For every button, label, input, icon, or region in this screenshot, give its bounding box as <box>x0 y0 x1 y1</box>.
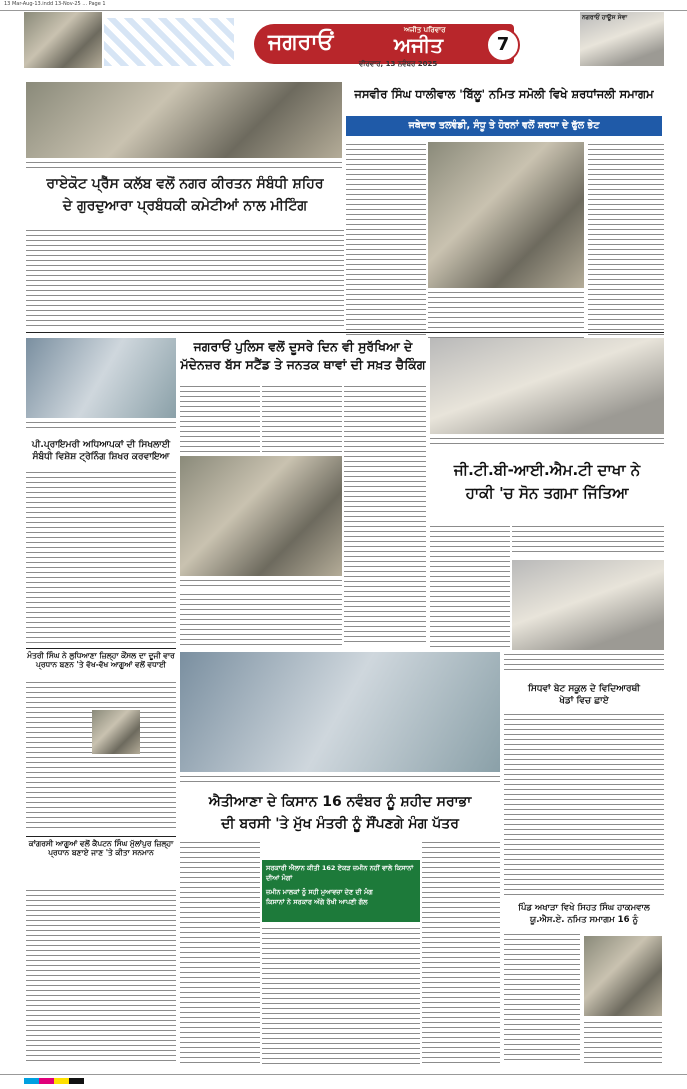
story1-headline <box>26 176 344 214</box>
story3-body <box>26 470 176 646</box>
story3-headline-line2: ਸੰਬੰਧੀ ਵਿਸ਼ੇਸ਼ ਟ੍ਰੇਨਿੰਗ ਸ਼ਿਖਰ ਕਰਵਾਇਆ <box>32 452 170 463</box>
rule-3 <box>26 836 176 837</box>
story1-headline-line1: ਰਾਏਕੋਟ ਪ੍ਰੈੱਸ ਕਲੱਬ ਵਲੋਂ ਨਗਰ ਕੀਰਤਨ ਸੰਬੰਧੀ ਸ਼ਹਿਰ <box>46 176 324 192</box>
story1-body <box>26 228 344 326</box>
crop-line <box>0 10 687 11</box>
photo-gtb-team <box>430 338 664 434</box>
story4-headline <box>430 462 664 503</box>
story7-highlight-box <box>262 860 420 922</box>
story8-headline-line1: ਸਿਧਵਾਂ ਬੇਟ ਸਕੂਲ ਦੇ ਵਿਦਿਆਰਥੀ <box>527 684 640 694</box>
story7-highlight-3: ਕਿਸਾਨਾਂ ਨੇ ਸਰਕਾਰ ਅੱਗੇ ਰੱਖੀ ਆਪਣੀ ਗੱਲ <box>266 898 368 907</box>
color-registration-bar <box>24 1078 84 1084</box>
top-subhead: ਜਥੇਦਾਰ ਤਲਵੰਡੀ, ਸੰਧੂ ਤੇ ਹੋਰਨਾਂ ਵਲੋਂ ਸ਼ਰਧਾ ਦੇ ਫੁੱਲ ਭੇਟ <box>408 120 600 131</box>
page-number: 7 <box>486 28 520 62</box>
story7-headline <box>180 794 500 832</box>
story9-body-b <box>584 1020 662 1064</box>
masthead-ad <box>580 12 664 66</box>
story1-headline-line2: ਦੇ ਗੁਰਦੁਆਰਾ ਪ੍ਰਬੰਧਕੀ ਕਮੇਟੀਆਂ ਨਾਲ ਮੀਟਿੰਗ <box>62 198 308 215</box>
photo-story9-portrait <box>584 936 662 1016</box>
story9-headline-line2: ਯੂ.ਐਸ.ਏ. ਨਮਿਤ ਸਮਾਗਮ 16 ਨੂੰ <box>530 914 638 925</box>
story4-body-b <box>512 524 664 556</box>
top-headline: ਜਸਵੀਰ ਸਿੰਘ ਧਾਲੀਵਾਲ 'ਬਿੱਲੂ' ਨਮਿਤ ਸਮੋਲੀ ਵਿਖੇ ਸ਼ਰਧਾਂਜਲੀ ਸਮਾਗਮ <box>354 87 654 101</box>
masthead-date: ਵੀਰਵਾਰ, 13 ਨਵੰਬਰ 2025 <box>359 60 438 68</box>
story4-headline-line1: ਜੀ.ਟੀ.ਬੀ-ਆਈ.ਐਮ.ਟੀ ਦਾਖਾ ਨੇ <box>453 461 641 479</box>
masthead-ad-label: ਨਗਰਾਓਂ ਹਾਊਸ ਸੇਵਾ <box>582 14 628 21</box>
story8-body <box>504 712 664 896</box>
photo-kisan-caption <box>180 774 500 786</box>
story3-headline <box>26 440 176 463</box>
masthead <box>24 12 664 72</box>
photo-training-caption <box>26 420 176 432</box>
story2-body-c <box>344 384 426 644</box>
story6-body <box>26 888 176 1064</box>
story9-headline <box>504 904 664 926</box>
story7-body-c <box>422 840 500 1064</box>
top-story-col4 <box>588 142 664 338</box>
story6-headline: ਕਾਂਗਰਸੀ ਆਗੂਆਂ ਵਲੋਂ ਕੈਪਟਨ ਸਿੰਘ ਮੁੱਲਾਂਪੁਰ ਜ਼ਿਲ੍ਹਾ ਪ੍ਰਧਾਨ ਬਣਾਏ ਜਾਣ 'ਤੇ ਕੀਤਾ ਸਨਮਾਨ <box>28 839 174 857</box>
hockey-caption <box>504 652 664 674</box>
masthead-paper: ਅਜੀਤ <box>394 33 444 57</box>
story7-body-b <box>262 926 420 1064</box>
story3-headline-line1: ਪੀ.ਪ੍ਰਾਇਮਰੀ ਅਧਿਆਪਕਾਂ ਦੀ ਸਿਖਲਾਈ <box>31 440 171 450</box>
photo-gtb-caption <box>430 436 664 448</box>
top-story-col1 <box>346 142 426 338</box>
page-slug: 13 Mar-Aug-13.indd 13-Nov-25 ... Page 1 <box>4 1 106 7</box>
story8-headline <box>504 684 664 707</box>
photo-story5-portrait <box>92 710 140 754</box>
rule-2 <box>26 648 176 649</box>
photo-police-caption <box>180 578 342 588</box>
story2-body-d <box>180 592 342 646</box>
photo-caption-top <box>26 160 342 168</box>
story7-highlight-1: ਸਰਕਾਰੀ ਐਲਾਨ ਕੀਤੀ 162 ਏਕੜ ਜ਼ਮੀਨ ਨਹੀਂ ਵਾਲੇ ਕਿਸਾਨਾਂ ਦੀਆਂ ਮੰਗਾਂ <box>266 864 414 883</box>
photo-training <box>26 338 176 418</box>
story2-headline <box>180 340 426 373</box>
rule-1 <box>26 332 664 333</box>
story2-headline-line1: ਜਗਰਾਓਂ ਪੁਲਿਸ ਵਲੋਂ ਦੂਸਰੇ ਦਿਨ ਵੀ ਸੁਰੱਖਿਆ ਦੇ <box>193 339 413 354</box>
photo-shraddhanjali-group <box>26 82 342 158</box>
story4-headline-line2: ਹਾਕੀ 'ਚ ਸੋਨ ਤਗਮਾ ਜਿੱਤਿਆ <box>465 484 629 503</box>
photo-kisan-group <box>180 652 500 772</box>
photo-shraddhanjali-stage <box>428 142 584 288</box>
masthead-pattern <box>104 18 234 66</box>
photo-hockey-medal <box>512 560 664 650</box>
story7-headline-line1: ਐਤੀਆਣਾ ਦੇ ਕਿਸਾਨ 16 ਨਵੰਬਰ ਨੂੰ ਸ਼ਹੀਦ ਸਰਾਭਾ <box>208 794 472 810</box>
story8-headline-line2: ਖੇਡਾਂ ਵਿਚ ਛਾਏ <box>559 696 609 707</box>
story9-body <box>504 932 580 1064</box>
story5-body <box>26 680 176 832</box>
top-subhead-box <box>346 116 662 136</box>
masthead-banner <box>254 24 514 64</box>
story5-headline: ਮੰਤਰੀ ਸਿੰਘ ਨੇ ਲੁਧਿਆਣਾ ਜ਼ਿਲ੍ਹਾ ਕੌਂਸਲ ਦਾ ਦੂਜੀ ਵਾਰ ਪ੍ਰਧਾਨ ਬਣਨ 'ਤੇ ਵੱਖ-ਵੱਖ ਆਗੂਆਂ ਵਲੋਂ ਵਧਾਈ <box>27 651 175 669</box>
story7-body-a <box>180 840 260 1064</box>
story4-body <box>430 524 510 648</box>
masthead-city: ਜਗਰਾਓਂ <box>268 30 334 55</box>
story2-headline-line2: ਮੱਦੇਨਜ਼ਰ ਬੱਸ ਸਟੈਂਡ ਤੇ ਜਨਤਕ ਥਾਵਾਂ ਦੀ ਸਖ਼ਤ ਚੈਕਿੰਗ <box>180 357 426 373</box>
story2-body-a <box>180 384 260 454</box>
story7-headline-line2: ਦੀ ਬਰਸੀ 'ਤੇ ਮੁੱਖ ਮੰਤਰੀ ਨੂੰ ਸੌਂਪਣਗੇ ਮੰਗ ਪੱਤਰ <box>221 816 459 833</box>
photo-police-checking <box>180 456 342 576</box>
photo-shraddhanjali-caption <box>428 290 584 338</box>
story9-headline-line1: ਪਿੰਡ ਅਖਾੜਾ ਵਿਖੇ ਸਿਹਤ ਸਿੰਘ ਹਾਕਮਵਾਲ <box>518 903 650 913</box>
masthead-photo-left <box>24 12 102 68</box>
bottom-crop-line <box>0 1074 687 1075</box>
masthead-tagline: ਅਜੀਤ ਪਰਿਵਾਰ <box>404 26 446 34</box>
story7-highlight-2: ਜ਼ਮੀਨ ਮਾਲਕਾਂ ਨੂੰ ਸਹੀ ਮੁਆਵਜ਼ਾ ਦੇਣ ਦੀ ਮੰਗ <box>266 887 373 896</box>
story2-body-b <box>262 384 342 454</box>
